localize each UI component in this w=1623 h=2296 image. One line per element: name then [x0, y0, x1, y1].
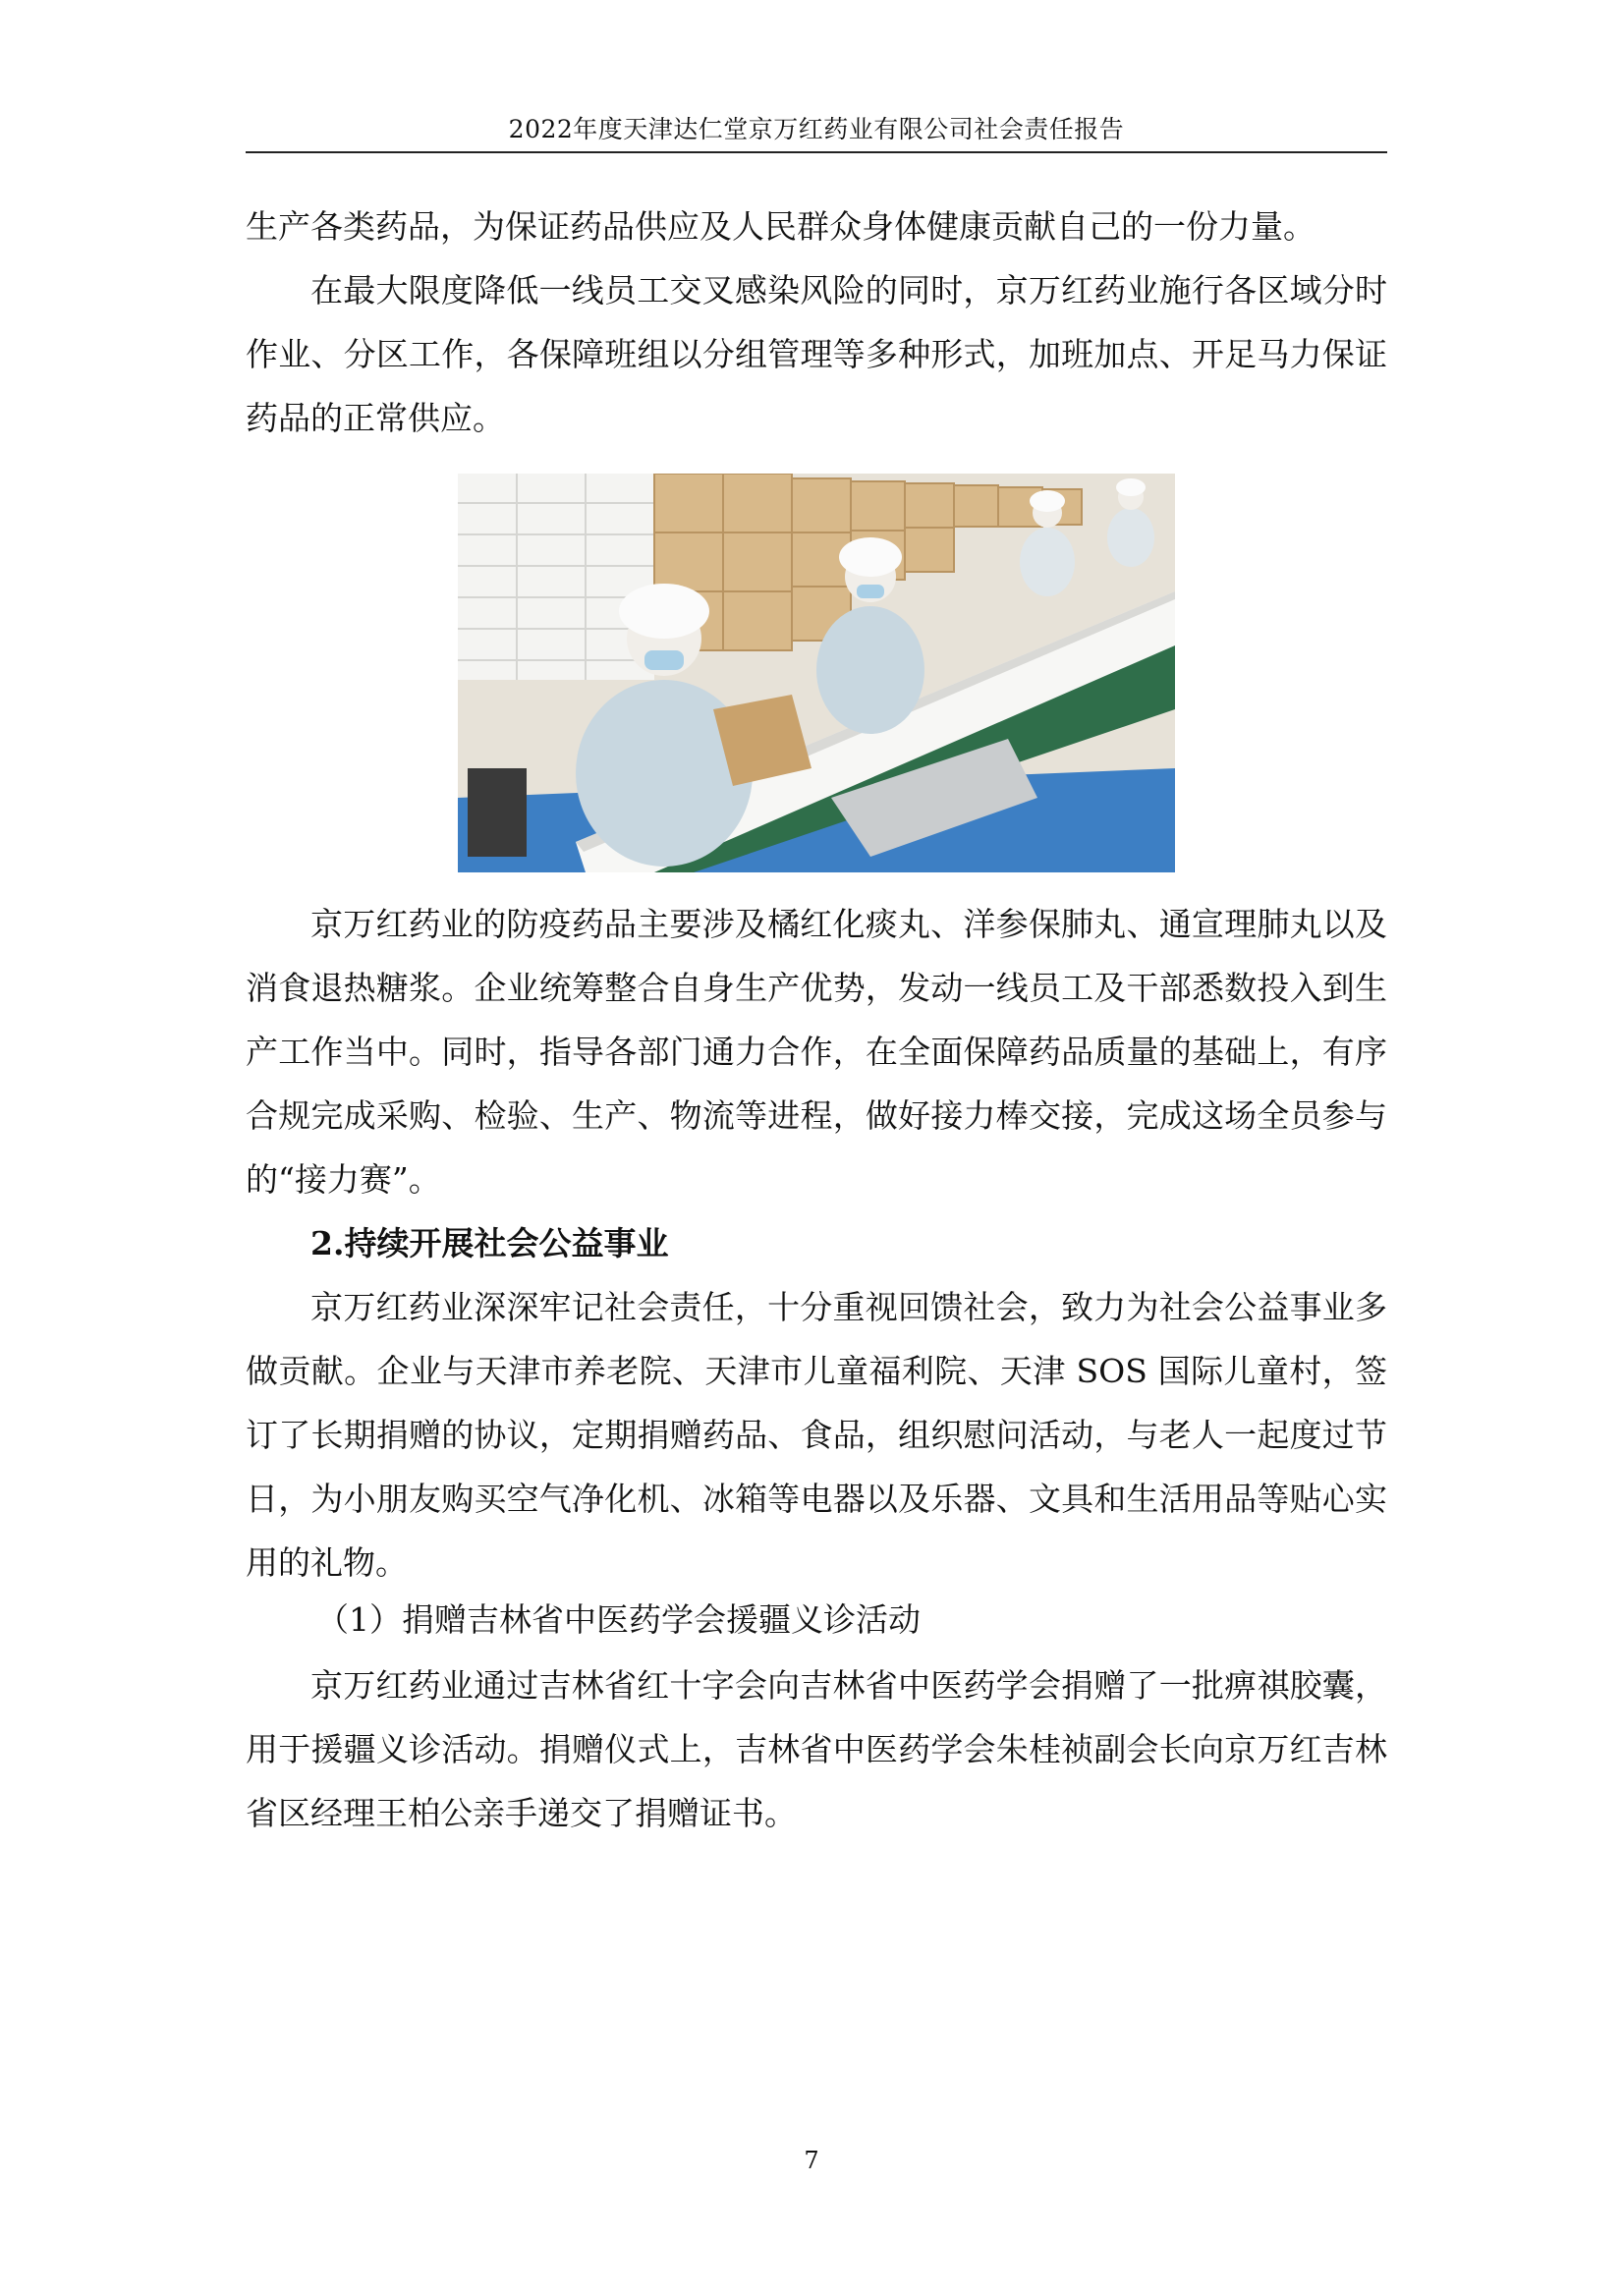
paragraph-shift-work: 在最大限度降低一线员工交叉感染风险的同时，京万红药业施行各区域分时作业、分区工作，各保障班组以分组管理等多种形式，加班加点、开足马力保证药品的正常供应。 — [246, 271, 1387, 437]
section-heading-public-welfare: 2.持续开展社会公益事业 — [310, 1224, 669, 1262]
page-content — [246, 195, 1387, 1845]
production-line-photo — [458, 474, 1175, 872]
subheading-jilin-donation: （1）捐赠吉林省中医药学会援疆义诊活动 — [316, 1600, 921, 1639]
report-header: 2022年度天津达仁堂京万红药业有限公司社会责任报告 — [508, 115, 1125, 143]
header-divider — [246, 151, 1387, 153]
paragraph-epidemic-medicines: 京万红药业的防疫药品主要涉及橘红化痰丸、洋参保肺丸、通宣理肺丸以及消食退热糖浆。企业统筹整合自身生产优势，发动一线员工及干部悉数投入到生产工作当中。同时，指导各部门通力合作，在全面保障药品质量的基础上，有序合规完成采购、检验、生产、物流等进程，做好接力棒交接，完成这场全员参与的“接力赛”。 — [246, 905, 1387, 1199]
page-number: 7 — [804, 2147, 819, 2174]
paragraph-social-responsibility: 京万红药业深深牢记社会责任，十分重视回馈社会，致力为社会公益事业多做贡献。企业与天津市养老院、天津市儿童福利院、天津 SOS 国际儿童村，签订了长期捐赠的协议，定期捐赠药品、食品，组织慰问活动，与老人一起度过节日，为小朋友购买空气净化机、冰箱等电器以及乐器、文具和生活用品等贴心实用的礼物。 — [246, 1288, 1387, 1582]
paragraph-jilin-donation: 京万红药业通过吉林省红十字会向吉林省中医药学会捐赠了一批痹祺胶囊，用于援疆义诊活动。捐赠仪式上，吉林省中医药学会朱桂祯副会长向京万红吉林省区经理王柏公亲手递交了捐赠证书。 — [246, 1666, 1387, 1832]
paragraph-continuation: 生产各类药品，为保证药品供应及人民群众身体健康贡献自己的一份力量。 — [246, 207, 1315, 246]
